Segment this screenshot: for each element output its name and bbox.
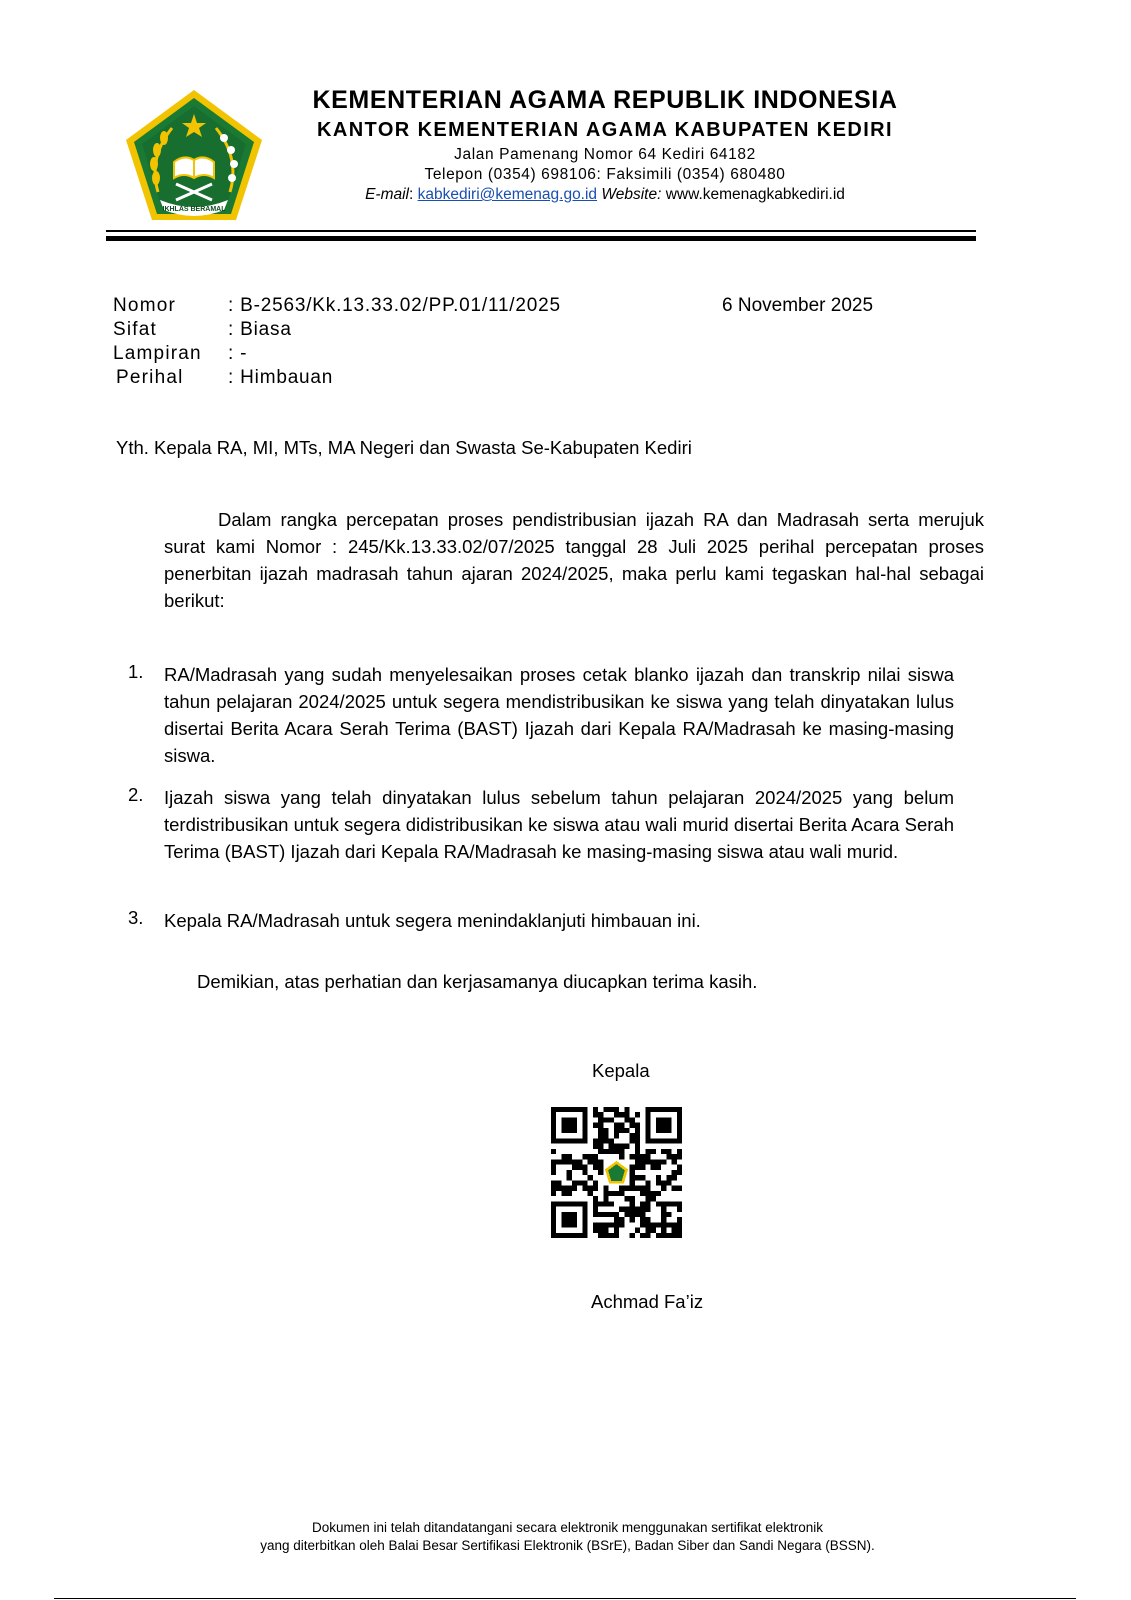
addressee: Yth. Kepala RA, MI, MTs, MA Negeri dan Swasta Se-Kabupaten Kediri	[116, 437, 692, 458]
lampiran-label: Lampiran	[113, 343, 202, 364]
sifat-value: : Biasa	[228, 319, 292, 340]
perihal-label: Perihal	[116, 367, 184, 388]
logo-motto: IKHLAS BERAMAL	[162, 206, 226, 213]
letterhead-divider-thick	[106, 236, 976, 241]
intro-paragraph: Dalam rangka percepatan proses pendistribusian ijazah RA dan Madrasah serta merujuk surat kami Nomor : 245/Kk.13.33.02/07/2025 tanggal 28 Juli 2025 perihal percepatan proses penerbitan ijazah madrasah tahun ajaran 2024/2025, maka perlu kami tegaskan hal-hal sebagai berikut:	[164, 509, 984, 611]
ministry-logo	[124, 88, 264, 222]
list-item: Ijazah siswa yang telah dinyatakan lulus sebelum tahun pelajaran 2024/2025 yang belum terdistribusikan untuk segera didistribusikan ke siswa atau wali murid disertai Berita Acara Serah Terima (BAST) Ijazah dari Kepala RA/Madrasah ke masing-masing siswa atau wali murid.	[164, 787, 954, 862]
e-signature-notice-line2: yang diterbitkan oleh Balai Besar Sertifikasi Elektronik (BSrE), Badan Siber dan Sandi Negara (BSSN).	[260, 1538, 875, 1553]
office-address: Jalan Pamenang Nomor 64 Kediri 64182	[454, 146, 756, 163]
footer-divider	[54, 1598, 1076, 1599]
list-number: 3.	[128, 907, 144, 928]
list-number: 1.	[128, 661, 144, 682]
qr-code-signature	[551, 1107, 682, 1238]
website-text: www.kemenagkabkediri.id	[665, 186, 845, 203]
lampiran-value: : -	[228, 343, 248, 364]
signatory-title: Kepala	[592, 1060, 650, 1081]
email-label: E-mail	[365, 186, 409, 203]
e-signature-notice-line1: Dokumen ini telah ditandatangani secara elektronik menggunakan sertifikat elektronik	[311, 1520, 824, 1535]
list-number: 2.	[128, 784, 144, 805]
website-label: Website:	[601, 186, 662, 203]
perihal-value: : Himbauan	[228, 367, 334, 388]
nomor-value: : B-2563/Kk.13.33.02/PP.01/11/2025	[228, 295, 561, 316]
signatory-name: Achmad Fa’iz	[591, 1291, 704, 1312]
office-phone: Telepon (0354) 698106: Faksimili (0354) 680480	[424, 166, 786, 183]
sifat-label: Sifat	[113, 319, 158, 340]
email-link[interactable]: kabkediri@kemenag.go.id	[417, 186, 598, 203]
list-item: RA/Madrasah yang sudah menyelesaikan proses cetak blanko ijazah dan transkrip nilai siswa tahun pelajaran 2024/2025 untuk segera mendistribusikan ke siswa yang telah dinyatakan lulus disertai Berita Acara Serah Terima (BAST) Ijazah dari Kepala RA/Madrasah ke masing-masing siswa.	[164, 664, 954, 766]
ministry-title: KEMENTERIAN AGAMA REPUBLIK INDONESIA	[312, 86, 898, 114]
letter-date: 6 November 2025	[722, 295, 874, 316]
office-title: KANTOR KEMENTERIAN AGAMA KABUPATEN KEDIRI	[317, 119, 893, 141]
list-item: Kepala RA/Madrasah untuk segera menindaklanjuti himbauan ini.	[164, 910, 701, 931]
office-contact: E-mail: kabkediri@kemenag.go.id Website: www.kemenagkabkediri.id	[365, 186, 845, 203]
letterhead-divider-thin	[106, 230, 976, 232]
closing-sentence: Demikian, atas perhatian dan kerjasamanya diucapkan terima kasih.	[197, 971, 758, 992]
nomor-label: Nomor	[113, 295, 177, 316]
